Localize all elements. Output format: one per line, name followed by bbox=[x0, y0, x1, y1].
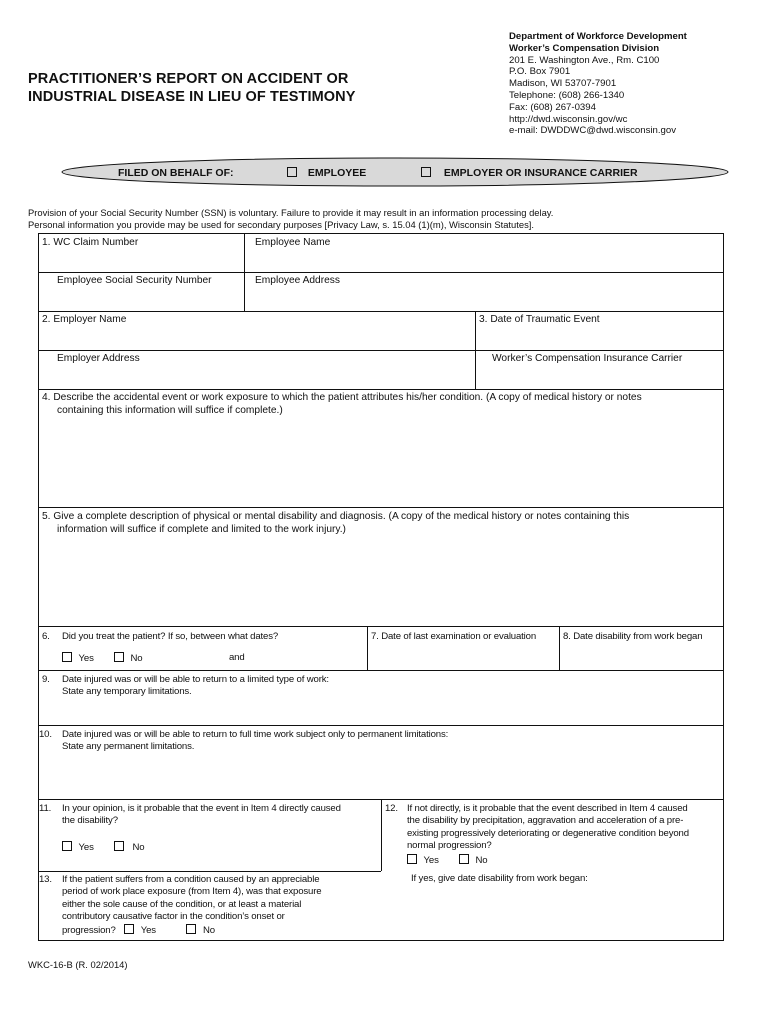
item6-yes-checkbox[interactable] bbox=[62, 652, 72, 662]
employee-address-label: Employee Address bbox=[255, 275, 340, 286]
item6-label: Did you treat the patient? If so, between what dates? bbox=[62, 631, 279, 642]
division-name: Worker’s Compensation Division bbox=[509, 42, 660, 54]
item12-no-option[interactable] bbox=[459, 854, 487, 867]
item12-yes-label: Yes bbox=[423, 855, 439, 866]
city-state-zip: Madison, WI 53707-7901 bbox=[509, 78, 617, 90]
agency-address-block bbox=[509, 31, 687, 137]
item6-no-option[interactable] bbox=[114, 652, 142, 665]
item11-yes-checkbox[interactable] bbox=[62, 841, 72, 851]
item11-no-checkbox[interactable] bbox=[114, 841, 124, 851]
date-traumatic-event-label: 3. Date of Traumatic Event bbox=[479, 314, 600, 325]
item11-number: 11. bbox=[39, 803, 52, 814]
item6-number: 6. bbox=[42, 631, 50, 642]
form-body bbox=[38, 233, 724, 941]
street-address: 201 E. Washington Ave., Rm. C100 bbox=[509, 54, 660, 66]
item12-line3: existing progressively deteriorating or degenerative condition beyond bbox=[407, 828, 689, 839]
form-number: WKC-16-B (R. 02/2014) bbox=[28, 959, 128, 970]
item6-yes-label: Yes bbox=[78, 653, 94, 664]
item11-no-option[interactable] bbox=[114, 841, 144, 854]
item13-line5: progression? bbox=[62, 925, 116, 936]
item6-yes-option[interactable] bbox=[62, 652, 94, 665]
employee-checkbox[interactable] bbox=[287, 167, 297, 177]
item6-no-label: No bbox=[130, 653, 143, 664]
item11-yes-option[interactable] bbox=[62, 841, 94, 854]
item13-yes-option[interactable] bbox=[124, 925, 158, 936]
item13-line3: either the sole cause of the condition, or at least a material bbox=[62, 899, 302, 910]
item10-line2: State any permanent limitations. bbox=[62, 741, 195, 752]
item13-yes-checkbox[interactable] bbox=[124, 924, 134, 934]
po-box: P.O. Box 7901 bbox=[509, 66, 571, 78]
item13-line4: contributory causative factor in the condition’s onset or bbox=[62, 911, 285, 922]
item10-line1: Date injured was or will be able to return to full time work subject only to permanent limitations: bbox=[62, 729, 449, 740]
email[interactable]: e-mail: DWDDWC@dwd.wisconsin.gov bbox=[509, 125, 677, 137]
item6-no-checkbox[interactable] bbox=[114, 652, 124, 662]
form-title-line1: PRACTITIONER’S REPORT ON ACCIDENT OR bbox=[28, 71, 349, 87]
item9-line2: State any temporary limitations. bbox=[62, 686, 192, 697]
wc-insurance-carrier-label: Worker’s Compensation Insurance Carrier bbox=[492, 353, 683, 364]
item13-yes-label: Yes bbox=[140, 925, 156, 936]
form-title bbox=[28, 70, 356, 106]
filed-employer-option[interactable] bbox=[421, 167, 638, 179]
employer-address-label: Employer Address bbox=[57, 353, 140, 364]
item12-line1: If not directly, is it probable that the event described in Item 4 caused bbox=[407, 803, 688, 814]
form-title-line2: INDUSTRIAL DISEASE IN LIEU OF TESTIMONY bbox=[28, 89, 356, 105]
wc-claim-number-label: 1. WC Claim Number bbox=[42, 237, 139, 248]
employee-option-label: EMPLOYEE bbox=[307, 167, 367, 179]
privacy-notice bbox=[28, 207, 553, 230]
item12-no-label: No bbox=[475, 855, 488, 866]
item10-number: 10. bbox=[39, 729, 52, 740]
item8-label: 8. Date disability from work began bbox=[563, 631, 703, 642]
item12-no-checkbox[interactable] bbox=[459, 854, 469, 864]
privacy-line-2: Personal information you provide may be used for secondary purposes [Privacy Law, s. 15.04 (1)(m), Wisconsin Statutes]. bbox=[28, 218, 534, 230]
item12-if-yes-label: If yes, give date disability from work began: bbox=[411, 873, 588, 884]
telephone: Telephone: (608) 266-1340 bbox=[509, 89, 625, 101]
item12-yes-option[interactable] bbox=[407, 854, 439, 867]
item12-yes-checkbox[interactable] bbox=[407, 854, 417, 864]
item13-no-label: No bbox=[202, 925, 215, 936]
filed-employee-option[interactable] bbox=[287, 167, 366, 179]
item11-yes-label: Yes bbox=[78, 842, 94, 853]
privacy-line-1: Provision of your Social Security Number (SSN) is voluntary. Failure to provide it may result in an information processing delay. bbox=[28, 207, 554, 218]
item13-line2: period of work place exposure (from Item 4), was that exposure bbox=[62, 886, 322, 897]
item6-and-label: and bbox=[229, 652, 245, 663]
item13-no-checkbox[interactable] bbox=[186, 924, 196, 934]
item13-number: 13. bbox=[39, 874, 52, 885]
filed-on-behalf-label: FILED ON BEHALF OF: bbox=[118, 167, 234, 179]
item12-line2: the disability by precipitation, aggravation and acceleration of a pre- bbox=[407, 815, 684, 826]
item11-no-label: No bbox=[132, 842, 145, 853]
item9-line1: Date injured was or will be able to return to a limited type of work: bbox=[62, 674, 329, 685]
item13-no-option[interactable] bbox=[186, 925, 214, 936]
item11-line1: In your opinion, is it probable that the event in Item 4 directly caused bbox=[62, 803, 341, 814]
employee-ssn-label: Employee Social Security Number bbox=[57, 275, 212, 286]
item4-line2: containing this information will suffice if complete.) bbox=[57, 405, 283, 416]
item5-line1: 5. Give a complete description of physical or mental disability and diagnosis. (A copy of the medical history or notes containing this bbox=[42, 511, 630, 522]
employer-option-label: EMPLOYER OR INSURANCE CARRIER bbox=[443, 167, 638, 179]
item13-line5-row bbox=[62, 924, 215, 937]
employer-checkbox[interactable] bbox=[421, 167, 431, 177]
item11-line2: the disability? bbox=[62, 815, 118, 826]
item12-line4: normal progression? bbox=[407, 840, 492, 851]
department-name: Department of Workforce Development bbox=[509, 31, 687, 42]
item7-label: 7. Date of last examination or evaluation bbox=[371, 631, 537, 642]
website[interactable]: http://dwd.wisconsin.gov/wc bbox=[509, 113, 628, 125]
item12-number: 12. bbox=[385, 803, 398, 814]
employer-name-label: 2. Employer Name bbox=[42, 314, 127, 325]
fax: Fax: (608) 267-0394 bbox=[509, 101, 596, 113]
employee-name-label: Employee Name bbox=[255, 237, 331, 248]
item5-line2: information will suffice if complete and limited to the work injury.) bbox=[57, 524, 346, 535]
item9-number: 9. bbox=[42, 674, 50, 685]
item4-line1: 4. Describe the accidental event or work exposure to which the patient attributes his/her condition. (A copy of medical history or notes bbox=[42, 392, 642, 403]
item13-line1: If the patient suffers from a condition caused by an appreciable bbox=[62, 874, 320, 885]
